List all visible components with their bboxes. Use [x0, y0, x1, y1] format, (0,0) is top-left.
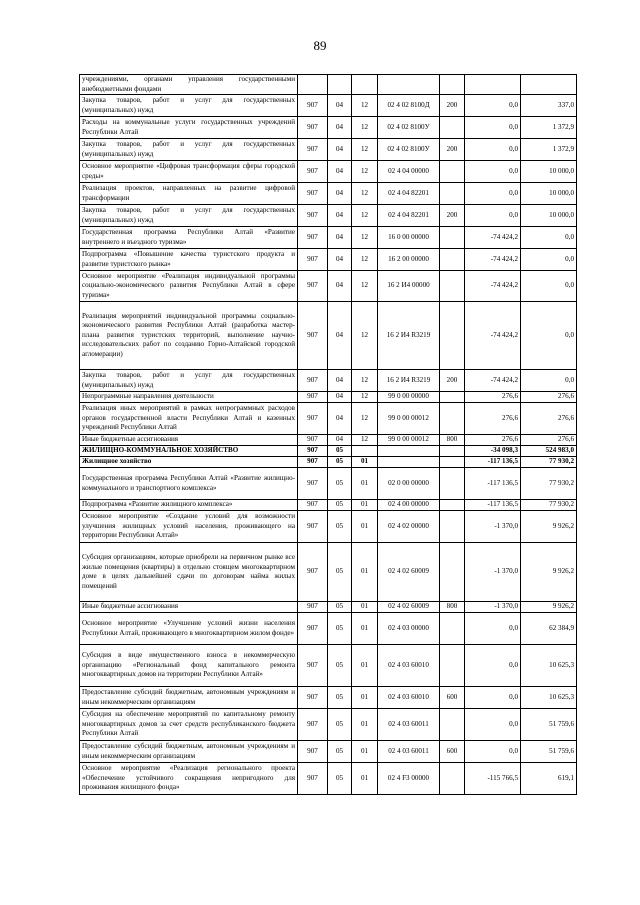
target-item-code: 99 0 00 00012 — [378, 403, 440, 435]
total-amount: 9 926,2 — [521, 543, 577, 602]
change-amount: 0,0 — [465, 687, 521, 709]
change-amount — [465, 75, 521, 95]
subsection-code — [352, 446, 378, 457]
total-amount: 276,6 — [521, 435, 577, 446]
expense-type-code: 200 — [440, 370, 465, 392]
change-amount: 276,6 — [465, 403, 521, 435]
expense-type-code: 800 — [440, 602, 465, 613]
row-name: Государственная программа Республики Алтай «Развитие внутреннего и въездного туризма» — [80, 227, 298, 249]
total-amount: 51 759,6 — [521, 709, 577, 741]
change-amount: 0,0 — [465, 645, 521, 687]
ministry-code: 907 — [298, 511, 328, 543]
section-code: 04 — [328, 403, 352, 435]
expense-type-code — [440, 763, 465, 795]
target-item-code: 99 0 00 00012 — [378, 435, 440, 446]
row-name: Непрограммные направления деятельности — [80, 392, 298, 403]
target-item-code: 02 4 02 8100У — [378, 139, 440, 161]
total-amount: 10 000,0 — [521, 205, 577, 227]
table-row — [80, 613, 577, 645]
subsection-code: 12 — [352, 370, 378, 392]
ministry-code: 907 — [298, 205, 328, 227]
change-amount: -34 098,3 — [465, 446, 521, 457]
ministry-code: 907 — [298, 117, 328, 139]
ministry-code: 907 — [298, 370, 328, 392]
subsection-code: 12 — [352, 139, 378, 161]
ministry-code: 907 — [298, 139, 328, 161]
expense-type-code — [440, 302, 465, 370]
expense-type-code — [440, 117, 465, 139]
total-amount: 0,0 — [521, 370, 577, 392]
table-row — [80, 602, 577, 613]
total-amount: 276,6 — [521, 403, 577, 435]
total-amount: 10 000,0 — [521, 183, 577, 205]
section-code: 05 — [328, 613, 352, 645]
section-code: 04 — [328, 271, 352, 302]
expense-type-code — [440, 75, 465, 95]
ministry-code: 907 — [298, 403, 328, 435]
table-row — [80, 183, 577, 205]
subsection-code: 01 — [352, 645, 378, 687]
expense-type-code — [440, 500, 465, 511]
row-name: Реализация проектов, направленных на развитие цифровой трансформации — [80, 183, 298, 205]
row-name: Основное мероприятие «Реализация индивидуальной программы социально-экономического развития Республики Алтай в сфере туризма» — [80, 271, 298, 302]
section-code: 05 — [328, 687, 352, 709]
subsection-code: 12 — [352, 302, 378, 370]
expense-type-code — [440, 511, 465, 543]
target-item-code: 02 0 00 00000 — [378, 468, 440, 500]
subsection-code: 01 — [352, 500, 378, 511]
ministry-code: 907 — [298, 249, 328, 271]
section-code: 05 — [328, 468, 352, 500]
subsection-code: 12 — [352, 227, 378, 249]
total-amount: 0,0 — [521, 249, 577, 271]
target-item-code: 02 4 03 60011 — [378, 709, 440, 741]
total-amount: 524 983,0 — [521, 446, 577, 457]
change-amount: -74 424,2 — [465, 271, 521, 302]
subsection-code: 01 — [352, 613, 378, 645]
table-row — [80, 500, 577, 511]
expense-type-code — [440, 468, 465, 500]
section-code: 05 — [328, 457, 352, 468]
expense-type-code — [440, 392, 465, 403]
table-row — [80, 302, 577, 370]
target-item-code: 02 4 04 00000 — [378, 161, 440, 183]
row-name: Закупка товаров, работ и услуг для государственных (муниципальных) нужд — [80, 139, 298, 161]
table-row — [80, 392, 577, 403]
target-item-code: 02 4 04 82201 — [378, 205, 440, 227]
table-row — [80, 95, 577, 117]
expense-type-code: 200 — [440, 205, 465, 227]
change-amount: -1 370,0 — [465, 543, 521, 602]
subsection-code: 01 — [352, 468, 378, 500]
section-code: 05 — [328, 446, 352, 457]
section-code: 04 — [328, 249, 352, 271]
change-amount: 0,0 — [465, 613, 521, 645]
total-amount: 0,0 — [521, 227, 577, 249]
expense-type-code — [440, 403, 465, 435]
change-amount: -74 424,2 — [465, 227, 521, 249]
table-row — [80, 139, 577, 161]
subsection-code: 01 — [352, 687, 378, 709]
change-amount: 276,6 — [465, 435, 521, 446]
row-name: Жилищное хозяйство — [80, 457, 298, 468]
ministry-code: 907 — [298, 183, 328, 205]
total-amount: 0,0 — [521, 302, 577, 370]
row-name: Подпрограмма «Повышение качества туристского продукта и развитие туристского рынка» — [80, 249, 298, 271]
ministry-code: 907 — [298, 741, 328, 763]
expense-type-code — [440, 543, 465, 602]
total-amount — [521, 75, 577, 95]
row-name: Предоставление субсидий бюджетным, автономным учреждениям и иным некоммерческим организациям — [80, 687, 298, 709]
expense-type-code — [440, 613, 465, 645]
expense-type-code — [440, 161, 465, 183]
table-row — [80, 403, 577, 435]
section-code: 04 — [328, 183, 352, 205]
target-item-code — [378, 446, 440, 457]
ministry-code: 907 — [298, 161, 328, 183]
subsection-code: 12 — [352, 403, 378, 435]
row-name: Предоставление субсидий бюджетным, автономным учреждениям и иным некоммерческим организациям — [80, 741, 298, 763]
ministry-code: 907 — [298, 687, 328, 709]
subsection-code: 12 — [352, 435, 378, 446]
change-amount: 0,0 — [465, 183, 521, 205]
expense-type-code — [440, 249, 465, 271]
section-code: 04 — [328, 370, 352, 392]
target-item-code: 02 4 02 00000 — [378, 511, 440, 543]
target-item-code: 16 2 И4 00000 — [378, 271, 440, 302]
subsection-code: 12 — [352, 271, 378, 302]
table-row — [80, 370, 577, 392]
target-item-code: 99 0 00 00000 — [378, 392, 440, 403]
target-item-code — [378, 75, 440, 95]
change-amount: 276,6 — [465, 392, 521, 403]
target-item-code: 02 4 03 60010 — [378, 645, 440, 687]
section-code: 05 — [328, 709, 352, 741]
table-row — [80, 446, 577, 457]
target-item-code: 02 4 02 60009 — [378, 543, 440, 602]
row-name: Реализация иных мероприятий в рамках непрограммных расходов органов государственной власти Республики Алтай и казенных учреждений Республики Алтай — [80, 403, 298, 435]
target-item-code: 02 4 02 8100У — [378, 117, 440, 139]
target-item-code: 02 4 02 60009 — [378, 602, 440, 613]
section-code: 04 — [328, 435, 352, 446]
expense-type-code — [440, 271, 465, 302]
target-item-code: 02 4 03 60010 — [378, 687, 440, 709]
change-amount: -117 136,5 — [465, 468, 521, 500]
change-amount: -117 136,5 — [465, 457, 521, 468]
ministry-code: 907 — [298, 602, 328, 613]
ministry-code: 907 — [298, 457, 328, 468]
row-name: Основное мероприятие «Цифровая трансформация сферы городской среды» — [80, 161, 298, 183]
total-amount: 10 000,0 — [521, 161, 577, 183]
table-row — [80, 161, 577, 183]
change-amount: -1 370,0 — [465, 602, 521, 613]
subsection-code: 01 — [352, 741, 378, 763]
expense-type-code — [440, 183, 465, 205]
row-name: Субсидия в виде имущественного взноса в некоммерческую организацию «Региональный фонд капитального ремонта многоквартирных домов на территории Республики Алтай» — [80, 645, 298, 687]
row-name: Основное мероприятие «Создание условий для возможности улучшения жилищных условий населения, проживающего на территории Республики Алтай» — [80, 511, 298, 543]
row-name: Реализация мероприятий индивидуальной программы социально-экономического развития Республики Алтай (разработка мастер-плана развития туристских территорий, выполнение научно-исследовательских работ по созданию Горно-Алтайской городской агломерации) — [80, 302, 298, 370]
ministry-code — [298, 75, 328, 95]
section-code: 05 — [328, 500, 352, 511]
row-name: учреждениями, органами управления государственными внебюджетными фондами — [80, 75, 298, 95]
total-amount: 619,1 — [521, 763, 577, 795]
target-item-code: 02 4 00 00000 — [378, 500, 440, 511]
total-amount: 77 930,2 — [521, 457, 577, 468]
row-name: Основное мероприятие «Улучшение условий жизни населения Республики Алтай, проживающего в многоквартирном жилом фонде» — [80, 613, 298, 645]
section-code: 04 — [328, 95, 352, 117]
expense-type-code — [440, 709, 465, 741]
ministry-code: 907 — [298, 302, 328, 370]
target-item-code: 02 4 02 8100Д — [378, 95, 440, 117]
subsection-code: 12 — [352, 205, 378, 227]
row-name: Иные бюджетные ассигнования — [80, 435, 298, 446]
change-amount: 0,0 — [465, 161, 521, 183]
change-amount: -1 370,0 — [465, 511, 521, 543]
section-code: 04 — [328, 117, 352, 139]
ministry-code: 907 — [298, 543, 328, 602]
change-amount: -117 136,5 — [465, 500, 521, 511]
table-row — [80, 205, 577, 227]
table-row — [80, 75, 577, 95]
target-item-code: 16 0 00 00000 — [378, 227, 440, 249]
ministry-code: 907 — [298, 500, 328, 511]
table-row — [80, 227, 577, 249]
expense-type-code: 600 — [440, 741, 465, 763]
row-name: Основное мероприятие «Реализация регионального проекта «Обеспечение устойчивого сокращения непригодного для проживания жилищного фонда» — [80, 763, 298, 795]
expense-type-code: 600 — [440, 687, 465, 709]
total-amount: 9 926,2 — [521, 602, 577, 613]
table-row — [80, 435, 577, 446]
subsection-code: 01 — [352, 709, 378, 741]
ministry-code: 907 — [298, 271, 328, 302]
section-code — [328, 75, 352, 95]
target-item-code: 02 4 F3 00000 — [378, 763, 440, 795]
table-row — [80, 543, 577, 602]
subsection-code — [352, 75, 378, 95]
change-amount: 0,0 — [465, 117, 521, 139]
row-name: Закупка товаров, работ и услуг для государственных (муниципальных) нужд — [80, 370, 298, 392]
ministry-code: 907 — [298, 468, 328, 500]
subsection-code: 01 — [352, 457, 378, 468]
table-row — [80, 271, 577, 302]
section-code: 04 — [328, 161, 352, 183]
change-amount: -74 424,2 — [465, 370, 521, 392]
ministry-code: 907 — [298, 709, 328, 741]
ministry-code: 907 — [298, 763, 328, 795]
subsection-code: 12 — [352, 392, 378, 403]
row-name: ЖИЛИЩНО-КОММУНАЛЬНОЕ ХОЗЯЙСТВО — [80, 446, 298, 457]
section-code: 05 — [328, 543, 352, 602]
target-item-code: 16 2 00 00000 — [378, 249, 440, 271]
table-row — [80, 645, 577, 687]
row-name: Подпрограмма «Развитие жилищного комплекса» — [80, 500, 298, 511]
subsection-code: 12 — [352, 249, 378, 271]
row-name: Закупка товаров, работ и услуг для государственных (муниципальных) нужд — [80, 95, 298, 117]
ministry-code: 907 — [298, 446, 328, 457]
change-amount: -74 424,2 — [465, 302, 521, 370]
expense-type-code — [440, 645, 465, 687]
subsection-code: 12 — [352, 161, 378, 183]
table-row — [80, 741, 577, 763]
table-row — [80, 249, 577, 271]
subsection-code: 12 — [352, 95, 378, 117]
section-code: 04 — [328, 205, 352, 227]
ministry-code: 907 — [298, 95, 328, 117]
change-amount: 0,0 — [465, 95, 521, 117]
total-amount: 0,0 — [521, 271, 577, 302]
target-item-code — [378, 457, 440, 468]
section-code: 04 — [328, 392, 352, 403]
expense-type-code: 200 — [440, 139, 465, 161]
total-amount: 276,6 — [521, 392, 577, 403]
subsection-code: 01 — [352, 763, 378, 795]
expense-type-code: 200 — [440, 95, 465, 117]
ministry-code: 907 — [298, 227, 328, 249]
section-code: 05 — [328, 511, 352, 543]
change-amount: -74 424,2 — [465, 249, 521, 271]
change-amount: -115 766,5 — [465, 763, 521, 795]
subsection-code: 01 — [352, 602, 378, 613]
row-name: Субсидия организациям, которые приобрели на первичном рынке все жилые помещения (квартиры) в отдельно стоящем многоквартирном доме в целях дальнейшей сдачи по договорам найма жилых помещений — [80, 543, 298, 602]
target-item-code: 02 4 03 60011 — [378, 741, 440, 763]
total-amount: 51 759,6 — [521, 741, 577, 763]
row-name: Субсидия на обеспечение мероприятий по капитальному ремонту многоквартирных домов за счет средств республиканского бюджета Республики Алтай — [80, 709, 298, 741]
budget-table — [79, 74, 577, 795]
expense-type-code — [440, 227, 465, 249]
change-amount: 0,0 — [465, 741, 521, 763]
total-amount: 10 625,3 — [521, 645, 577, 687]
section-code: 05 — [328, 763, 352, 795]
page-number: 89 — [313, 38, 327, 53]
table-row — [80, 511, 577, 543]
change-amount: 0,0 — [465, 139, 521, 161]
change-amount: 0,0 — [465, 205, 521, 227]
ministry-code: 907 — [298, 645, 328, 687]
expense-type-code: 800 — [440, 435, 465, 446]
row-name: Государственная программа Республики Алтай «Развитие жилищно-коммунального и транспортного комплекса» — [80, 468, 298, 500]
table-row — [80, 468, 577, 500]
section-code: 05 — [328, 645, 352, 687]
section-code: 05 — [328, 602, 352, 613]
table-row — [80, 763, 577, 795]
total-amount: 1 372,9 — [521, 139, 577, 161]
subsection-code: 12 — [352, 117, 378, 139]
expense-type-code — [440, 446, 465, 457]
row-name: Расходы на коммунальные услуги государственных учреждений Республики Алтай — [80, 117, 298, 139]
target-item-code: 16 2 И4 R3219 — [378, 370, 440, 392]
ministry-code: 907 — [298, 392, 328, 403]
total-amount: 10 625,3 — [521, 687, 577, 709]
total-amount: 77 930,2 — [521, 468, 577, 500]
expense-type-code — [440, 457, 465, 468]
section-code: 05 — [328, 741, 352, 763]
subsection-code: 01 — [352, 543, 378, 602]
section-code: 04 — [328, 302, 352, 370]
subsection-code: 12 — [352, 183, 378, 205]
total-amount: 1 372,9 — [521, 117, 577, 139]
total-amount: 337,0 — [521, 95, 577, 117]
table-row — [80, 709, 577, 741]
ministry-code: 907 — [298, 613, 328, 645]
table-row — [80, 457, 577, 468]
target-item-code: 02 4 03 00000 — [378, 613, 440, 645]
table-row — [80, 117, 577, 139]
total-amount: 77 930,2 — [521, 500, 577, 511]
section-code: 04 — [328, 227, 352, 249]
row-name: Закупка товаров, работ и услуг для государственных (муниципальных) нужд — [80, 205, 298, 227]
change-amount: 0,0 — [465, 709, 521, 741]
table-row — [80, 687, 577, 709]
subsection-code: 01 — [352, 511, 378, 543]
total-amount: 9 926,2 — [521, 511, 577, 543]
total-amount: 62 384,9 — [521, 613, 577, 645]
target-item-code: 16 2 И4 R3219 — [378, 302, 440, 370]
section-code: 04 — [328, 139, 352, 161]
row-name: Иные бюджетные ассигнования — [80, 602, 298, 613]
target-item-code: 02 4 04 82201 — [378, 183, 440, 205]
ministry-code: 907 — [298, 435, 328, 446]
